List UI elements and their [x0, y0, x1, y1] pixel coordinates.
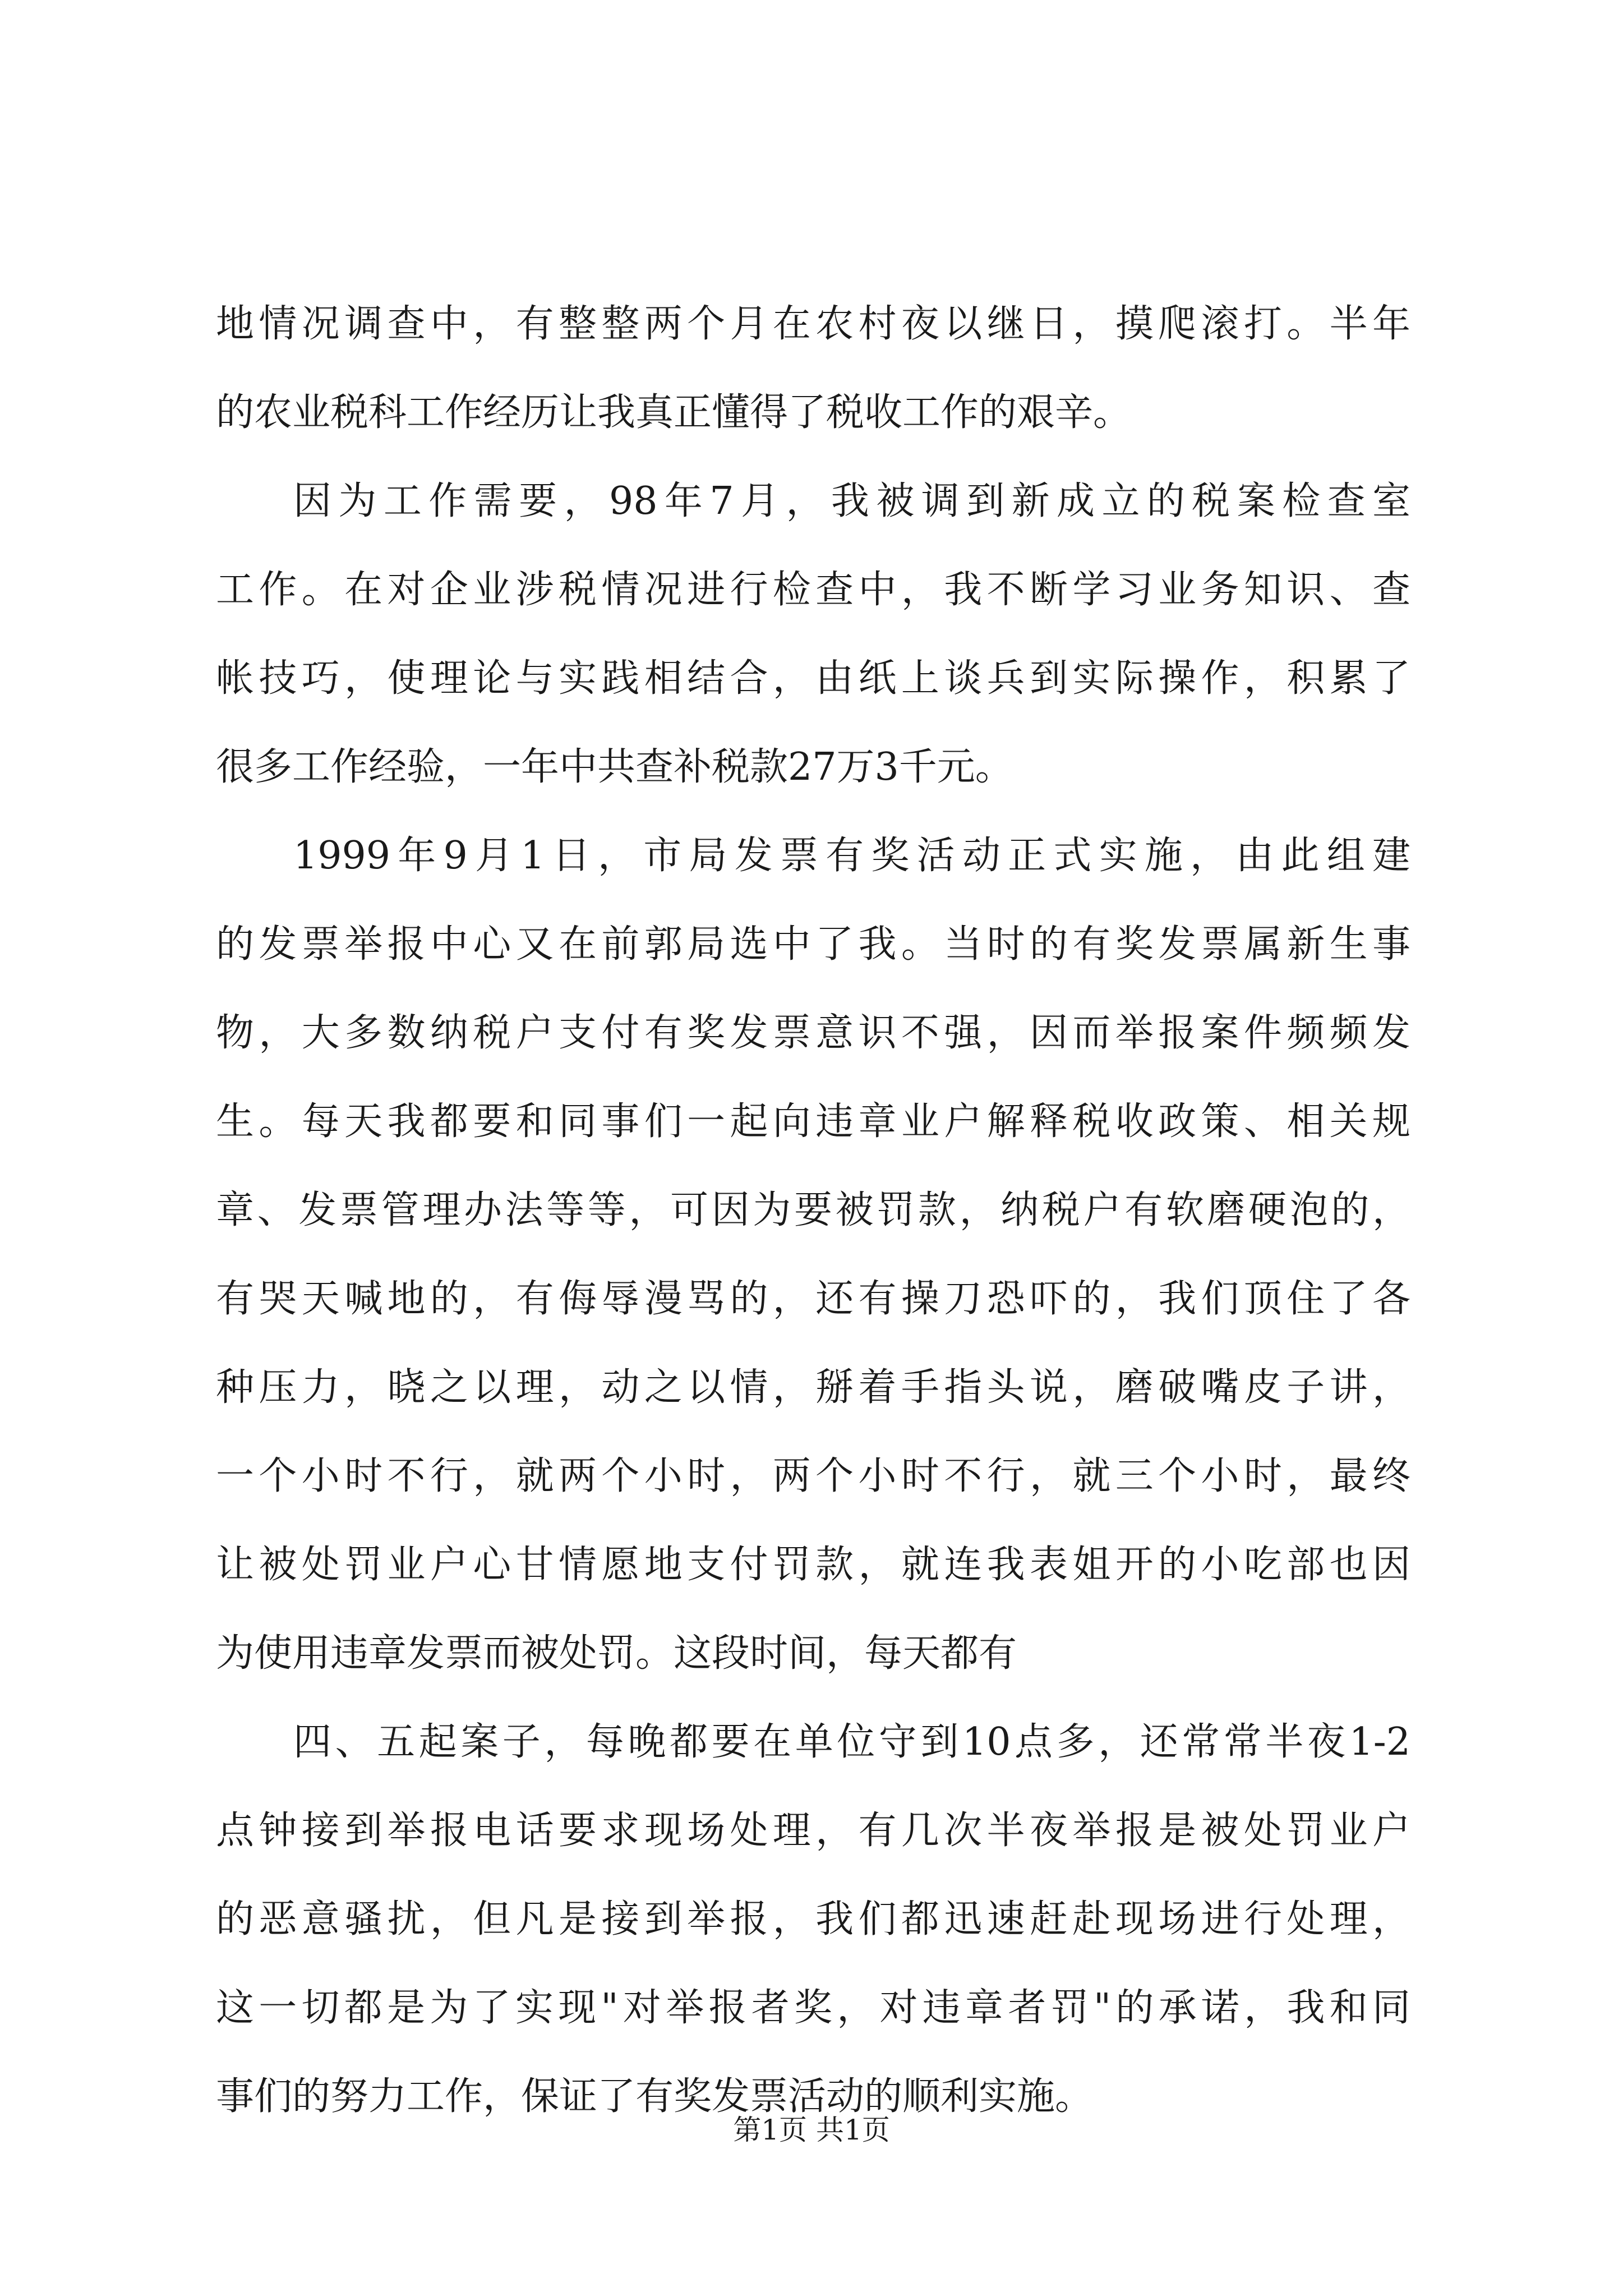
- text-line: 的恶意骚扰，但凡是接到举报，我们都迅速赶赴现场进行处理，: [216, 1897, 1410, 1941]
- text-line: 点钟接到举报电话要求现场处理，有几次半夜举报是被处罚业户: [216, 1809, 1410, 1853]
- text-line: 生。每天我都要和同事们一起向违章业户解释税收政策、相关规: [216, 1099, 1410, 1144]
- text-line: 因为工作需要，98年7月，我被调到新成立的税案检查室: [293, 479, 1410, 523]
- text-line: 工作。在对企业涉税情况进行检查中，我不断学习业务知识、查: [216, 568, 1410, 612]
- text-line: 事们的努力工作，保证了有奖发票活动的顺利实施。: [216, 2074, 1094, 2119]
- text-line: 这一切都是为了实现"对举报者奖，对违章者罚"的承诺，我和同: [216, 1986, 1410, 2030]
- text-line: 的发票举报中心又在前郭局选中了我。当时的有奖发票属新生事: [216, 922, 1410, 967]
- text-line: 一个小时不行，就两个小时，两个小时不行，就三个小时，最终: [216, 1454, 1410, 1498]
- text-line: 章、发票管理办法等等，可因为要被罚款，纳税户有软磨硬泡的，: [216, 1188, 1410, 1232]
- text-line: 很多工作经验，一年中共查补税款27万3千元。: [216, 745, 1013, 789]
- text-line: 的农业税科工作经历让我真正懂得了税收工作的艰辛。: [216, 390, 1132, 435]
- text-line: 帐技巧，使理论与实践相结合，由纸上谈兵到实际操作，积累了: [216, 656, 1410, 701]
- body-text: [216, 296, 1410, 2157]
- text-line: 有哭天喊地的，有侮辱漫骂的，还有操刀恐吓的，我们顶住了各: [216, 1277, 1410, 1321]
- text-line: 四、五起案子，每晚都要在单位守到10点多，还常常半夜1-2: [293, 1720, 1410, 1764]
- page-number-footer: 第1页 共1页: [733, 2114, 890, 2146]
- text-line: 地情况调查中，有整整两个月在农村夜以继日，摸爬滚打。半年: [216, 302, 1410, 346]
- text-line: 种压力，晓之以理，动之以情，掰着手指头说，磨破嘴皮子讲，: [216, 1365, 1410, 1410]
- text-line: 为使用违章发票而被处罚。这段时间，每天都有: [216, 1631, 1017, 1676]
- text-line: 1999年9月1日，市局发票有奖活动正式实施，由此组建: [293, 834, 1410, 878]
- text-line: 物，大多数纳税户支付有奖发票意识不强，因而举报案件频频发: [216, 1011, 1410, 1055]
- text-line: 让被处罚业户心甘情愿地支付罚款，就连我表姐开的小吃部也因: [216, 1543, 1410, 1587]
